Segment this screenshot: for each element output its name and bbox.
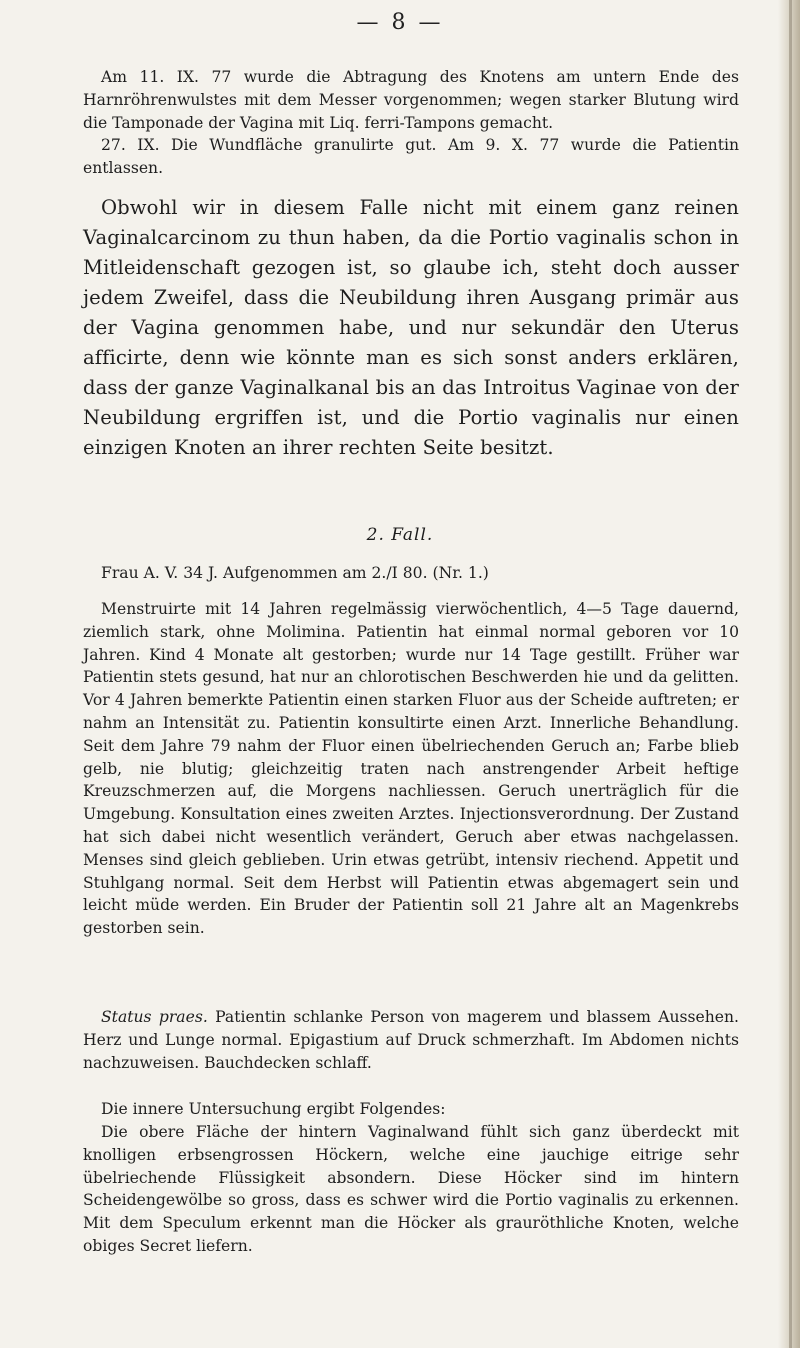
status-text: Patientin schlanke Person von magerem und blassem Aussehen. Herz und Lunge normal. Epigastium auf Druck schmerzhaft. Im Abdomen nichts nachzuweisen. Bauchdecken schlaff. [83,1008,739,1072]
paragraph-history: Menstruirte mit 14 Jahren regelmässig vierwöchentlich, 4—5 Tage dauernd, ziemlich stark, ohne Molimina. Patientin hat einmal normal geboren vor 10 Jahren. Kind 4 Monate alt gestorben; wurde nur 14 Tage gestillt. Früher war Patientin stets gesund, hat nur an chlorotischen Beschwerden hie und da gelitten. Vor 4 Jahren bemerkte Patientin einen starken Fluor aus der Scheide auftreten; er nahm an Intensität zu. Patientin konsultirte einen Arzt. Innerliche Behandlung. Seit dem Jahre 79 nahm der Fluor einen übelriechenden Geruch an; Farbe blieb gelb, nie blutig; gleichzeitig traten nach anstrengender Arbeit heftige Kreuzschmerzen auf, die Morgens nachliessen. Geruch unerträglich für die Umgebung. Konsultation eines zweiten Arztes. Injectionsverordnung. Der Zustand hat sich dabei nicht wesentlich verändert, Geruch aber etwas nachgelassen. Menses sind gleich geblieben. Urin etwas getrübt, intensiv riechend. Appetit und Stuhlgang normal. Seit dem Herbst will Patientin etwas abgemagert sein und leicht müde werden. Ein Bruder der Patientin soll 21 Jahre alt an Magenkrebs gestorben sein. [83,600,739,938]
case-heading: 2. Fall. [366,525,434,545]
page-number: — 8 — [356,10,444,35]
paragraph-discussion: Obwohl wir in diesem Falle nicht mit einem ganz reinen Vaginalcarcinom zu thun haben, da die Portio vaginalis schon in Mitleidenschaft gezogen ist, so glaube ich, steht doch ausser jedem Zweifel, dass die Neubildung ihren Ausgang primär aus der Vagina genommen habe, und nur sekundär den Uterus afficirte, denn wie könnte man es sich sonst anders erklären, dass der ganze Vaginalkanal bis an das Introitus Vaginae von der Neubildung ergriffen ist, und die Portio vaginalis nur einen einzigen Knoten an ihrer rechten Seite besitzt. [83,196,739,459]
paragraph-exam-findings: Die obere Fläche der hintern Vaginalwand fühlt sich ganz überdeckt mit knolligen erbsengrossen Höckern, welche eine jauchige eitrige sehr übelriechende Flüssigkeit absondern. Diese Höcker sind im hintern Scheidengewölbe so gross, dass es schwer wird die Portio vaginalis zu erkennen. Mit dem Speculum erkennt man die Höcker als grauröthliche Knoten, welche obiges Secret liefern. [83,1123,739,1255]
paragraph-exam-intro: Die innere Untersuchung ergibt Folgendes: [101,1100,446,1118]
page-edge-line [789,0,792,1348]
paragraph-status [83,1006,739,1074]
paragraph-discharge: 27. IX. Die Wundfläche granulirte gut. Am 9. X. 77 wurde die Patientin entlassen. [83,136,739,177]
paragraph-admission: Frau A. V. 34 J. Aufgenommen am 2./I 80. (Nr. 1.) [101,564,489,582]
status-label: Status praes. [101,1008,208,1026]
paragraph-operation: Am 11. IX. 77 wurde die Abtragung des Knotens am untern Ende des Harnröhrenwulstes mit dem Messer vorgenommen; wegen starker Blutung wird die Tamponade der Vagina mit Liq. ferri-Tampons gemacht. [83,68,739,132]
